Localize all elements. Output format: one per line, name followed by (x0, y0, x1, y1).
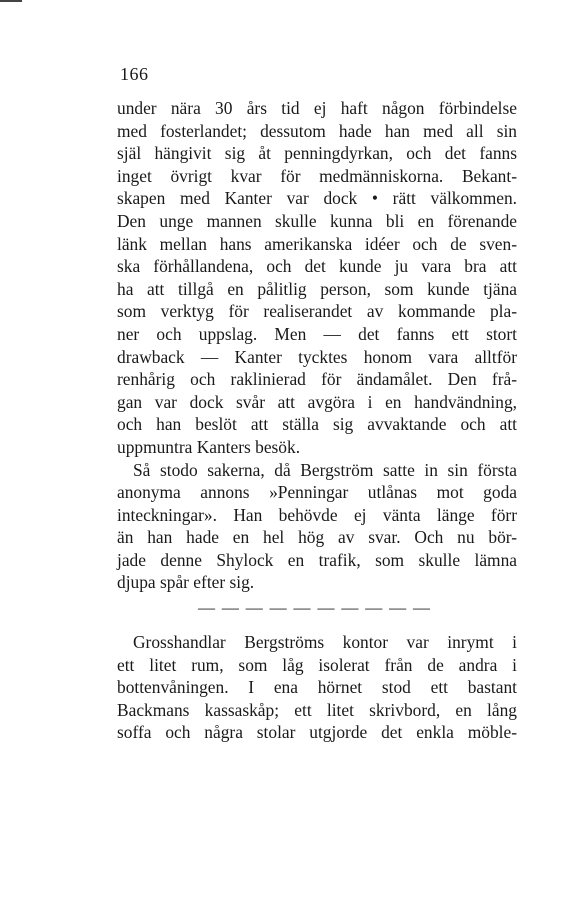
text-line: länk mellan hans amerikanska idéer och de sven- (117, 233, 517, 254)
text-line: med fosterlandet; dessutom hade han med all sin (117, 120, 517, 141)
text-line: djupa spår efter sig. (117, 572, 255, 593)
section-separator: — — — — — — — — — — (198, 598, 430, 617)
text-line: ner och uppslag. Men — det fanns ett stort (117, 323, 517, 344)
text-line: gan var dock svår att avgöra i en handvändning, (117, 391, 517, 412)
paragraph (117, 631, 517, 744)
scan-edge-mark (0, 0, 22, 2)
text-line: under nära 30 års tid ej haft någon förbindelse (117, 98, 517, 118)
text-line: uppmuntra Kanters besök. (117, 436, 301, 457)
text-line: soffa och några stolar utgjorde det enkla möble- (117, 722, 517, 743)
text-line: Grosshandlar Bergströms kontor var inrymt i (133, 632, 517, 652)
paragraph (117, 459, 517, 595)
body-text-bottom (117, 631, 517, 744)
text-line: som verktyg för realiserandet av kommande pla- (117, 301, 517, 322)
text-line: än han hade en hel hög av svar. Och nu bör- (117, 527, 517, 548)
text-line: drawback — Kanter tycktes honom vara alltför (117, 346, 517, 367)
text-line: jade denne Shylock en trafik, som skulle lämna (117, 549, 517, 570)
text-line: Den unge mannen skulle kunna bli en förenande (117, 210, 517, 231)
text-line: skapen med Kanter var dock • rätt välkommen. (117, 188, 517, 209)
text-line: ska förhållandena, och det kunde ju vara bra att (117, 256, 517, 277)
text-line: Så stodo sakerna, då Bergström satte in sin första (133, 459, 517, 480)
text-line: själ hängivit sig åt penningdyrkan, och det fanns (117, 143, 517, 164)
body-text-top (117, 97, 517, 594)
text-line: inget övrigt kvar för medmänniskorna. Bekant- (117, 165, 517, 186)
text-line: och han beslöt att ställa sig avvaktande och att (117, 414, 517, 435)
text-line: renhårig och raklinierad för ändamålet. Den frå- (117, 369, 517, 390)
text-line: bottenvåningen. I ena hörnet stod ett bastant (117, 677, 517, 698)
text-line: inteckningar». Han behövde ej vänta länge förr (117, 504, 517, 525)
text-line: Backmans kassaskåp; ett litet skrivbord, en lång (117, 699, 517, 720)
page-number: 166 (120, 64, 149, 84)
text-line: ha att tillgå en pålitlig person, som kunde tjäna (117, 278, 517, 299)
text-line: ett litet rum, som låg isolerat från de andra i (117, 654, 517, 675)
text-line: anonyma annons »Penningar utlånas mot goda (117, 482, 517, 503)
paragraph (117, 97, 517, 459)
